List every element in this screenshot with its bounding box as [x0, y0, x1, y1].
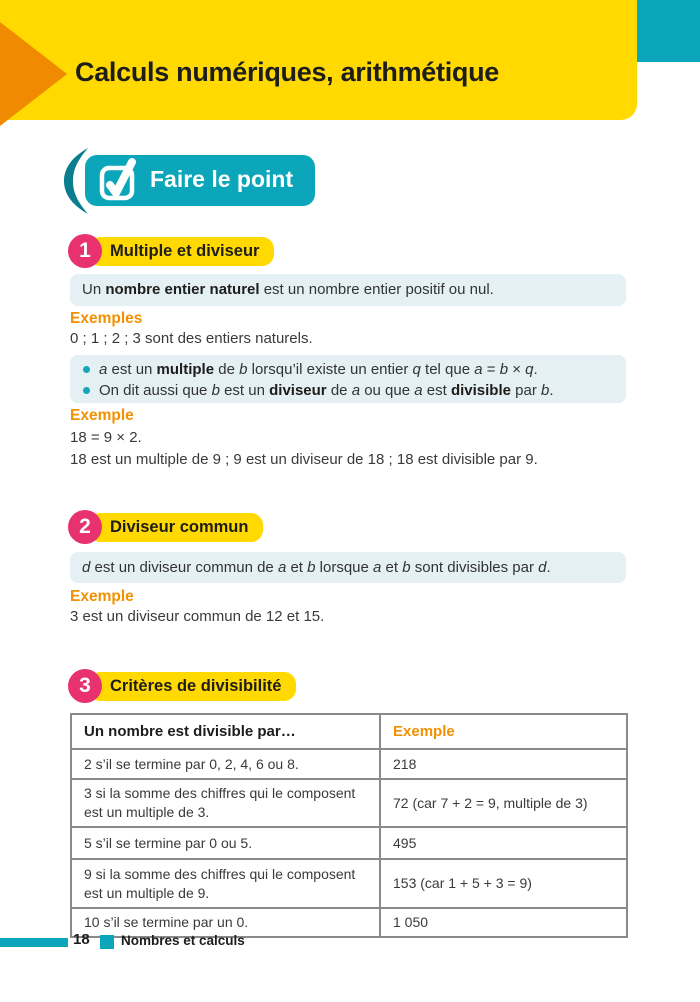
chapter-square-icon [100, 935, 114, 949]
table-cell: 5 s’il se termine par 0 ou 5. [71, 827, 380, 859]
table-cell: 9 si la somme des chiffres qui le composent est un multiple de 9. [71, 859, 380, 908]
example-line: 18 est un multiple de 9 ; 9 est un diviseur de 18 ; 18 est divisible par 9. [70, 451, 538, 468]
bullet-item [83, 359, 616, 380]
table-row [71, 827, 627, 859]
page-number: 18 [73, 931, 90, 948]
page-edge-bar [0, 938, 68, 947]
table-cell: 495 [380, 827, 627, 859]
example-label: Exemple [70, 407, 134, 424]
chapter-name: Nombres et calculs [121, 933, 245, 948]
page-title: Calculs numériques, arithmétique [75, 57, 500, 87]
table-cell: 1 050 [380, 908, 627, 937]
checkbox-check-icon [98, 157, 138, 201]
table-row [71, 859, 627, 908]
faire-le-point-badge [85, 155, 315, 206]
bullet-icon [83, 387, 90, 394]
table-cell: 72 (car 7 + 2 = 9, multiple de 3) [380, 779, 627, 827]
definition-box [70, 355, 626, 403]
badge-label: Faire le point [150, 166, 294, 192]
table-header-cell: Un nombre est divisible par… [71, 714, 380, 749]
example-line: 3 est un diviseur commun de 12 et 15. [70, 608, 325, 625]
table-cell: 2 s’il se termine par 0, 2, 4, 6 ou 8. [71, 749, 380, 779]
section-number-badge: 1 [68, 234, 102, 268]
table-cell: 10 s’il se termine par un 0. [71, 908, 380, 937]
definition-box: d est un diviseur commun de a et b lorsque a et b sont divisibles par d. [70, 552, 626, 583]
bullet-text: On dit aussi que b est un diviseur de a ou que a est divisible par b. [99, 382, 554, 399]
table-header-cell: Exemple [380, 714, 627, 749]
example-label: Exemple [70, 588, 134, 605]
table-cell: 3 si la somme des chiffres qui le composent est un multiple de 3. [71, 779, 380, 827]
table-header-row [71, 714, 627, 749]
section-title: Critères de divisibilité [92, 672, 296, 701]
table-row [71, 749, 627, 779]
bullet-item [83, 380, 616, 401]
examples-label: Exemples [70, 310, 143, 327]
table-row [71, 779, 627, 827]
corner-accent [637, 0, 700, 62]
table-cell: 218 [380, 749, 627, 779]
section-number-badge: 3 [68, 669, 102, 703]
examples-line: 0 ; 1 ; 2 ; 3 sont des entiers naturels. [70, 330, 313, 347]
bullet-icon [83, 366, 90, 373]
example-line: 18 = 9 × 2. [70, 429, 142, 446]
section-number-badge: 2 [68, 510, 102, 544]
table-cell: 153 (car 1 + 5 + 3 = 9) [380, 859, 627, 908]
section-title: Multiple et diviseur [92, 237, 274, 266]
divisibility-table [70, 713, 628, 938]
section-title: Diviseur commun [92, 513, 263, 542]
definition-box: Un nombre entier naturel est un nombre entier positif ou nul. [70, 274, 626, 306]
bullet-text: a est un multiple de b lorsqu’il existe un entier q tel que a = b × q. [99, 361, 538, 378]
